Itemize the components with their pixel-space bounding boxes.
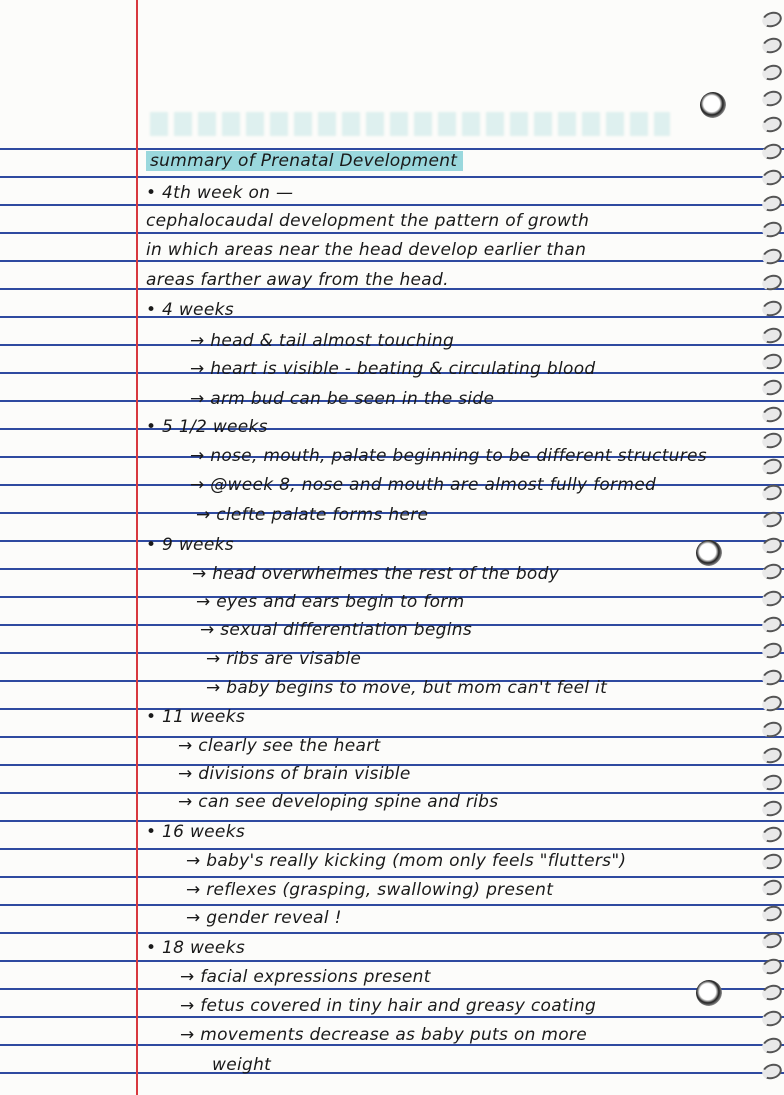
sub-item: → facial expressions present — [180, 967, 431, 987]
bullet-5-half-weeks: • 5 1/2 weeks — [146, 417, 268, 437]
sub-item: → baby begins to move, but mom can't feel it — [206, 678, 608, 698]
spiral-coil — [760, 141, 784, 161]
bullet-16-weeks: • 16 weeks — [146, 822, 245, 842]
spiral-coil — [760, 825, 784, 845]
spiral-coil — [760, 903, 784, 923]
sub-item: → clearly see the heart — [178, 736, 381, 756]
spiral-coil — [760, 1009, 784, 1029]
spiral-coil — [760, 930, 784, 950]
sub-item: → reflexes (grasping, swallowing) present — [186, 880, 554, 900]
spiral-coil — [760, 798, 784, 818]
bullet-18-weeks: • 18 weeks — [146, 938, 245, 958]
spiral-coil — [760, 193, 784, 213]
punch-hole — [696, 980, 722, 1006]
bullet-4th-week: • 4th week on — — [146, 183, 294, 203]
text-line: weight — [212, 1055, 272, 1075]
spiral-coil — [760, 614, 784, 634]
spiral-coil — [760, 956, 784, 976]
spiral-coil — [760, 351, 784, 371]
notes-title — [146, 151, 463, 171]
sub-item: → head overwhelmes the rest of the body — [192, 564, 560, 584]
sub-item: → gender reveal ! — [186, 908, 342, 928]
spiral-coil — [760, 562, 784, 582]
spiral-coil — [760, 719, 784, 739]
sub-item: → divisions of brain visible — [178, 764, 411, 784]
sub-item: → baby's really kicking (mom only feels "flutters") — [186, 851, 627, 871]
spiral-coil — [760, 772, 784, 792]
sub-item: → arm bud can be seen in the side — [190, 389, 495, 409]
spiral-coil — [760, 588, 784, 608]
spiral-coil — [760, 88, 784, 108]
spiral-coil — [760, 377, 784, 397]
spiral-coil — [760, 1061, 784, 1081]
sub-item: → @week 8, nose and mouth are almost fully formed — [190, 475, 657, 495]
spiral-coil — [760, 62, 784, 82]
spiral-coil — [760, 535, 784, 555]
sub-item: → heart is visible - beating & circulating blood — [190, 359, 596, 379]
margin-line — [136, 0, 138, 1095]
bleed-through-heading — [150, 112, 670, 136]
spiral-coil — [760, 483, 784, 503]
spiral-coil — [760, 404, 784, 424]
spiral-coil — [760, 877, 784, 897]
sub-item: → fetus covered in tiny hair and greasy coating — [180, 996, 597, 1016]
text-line: in which areas near the head develop earlier than — [146, 240, 587, 260]
sub-item: → ribs are visable — [206, 649, 362, 669]
bullet-11-weeks: • 11 weeks — [146, 707, 245, 727]
punch-hole — [696, 540, 722, 566]
spiral-coil — [760, 430, 784, 450]
spiral-binding — [762, 0, 784, 1095]
spiral-coil — [760, 667, 784, 687]
spiral-coil — [760, 246, 784, 266]
spiral-coil — [760, 114, 784, 134]
bullet-9-weeks: • 9 weeks — [146, 535, 234, 555]
spiral-coil — [760, 982, 784, 1002]
spiral-coil — [760, 36, 784, 56]
punch-hole — [700, 92, 726, 118]
spiral-coil — [760, 456, 784, 476]
sub-item: → clefte palate forms here — [196, 505, 429, 525]
sub-item: → movements decrease as baby puts on more — [180, 1025, 587, 1045]
text-line: areas farther away from the head. — [146, 270, 449, 290]
sub-item: → eyes and ears begin to form — [196, 592, 465, 612]
spiral-coil — [760, 746, 784, 766]
sub-item: → sexual differentiation begins — [200, 620, 472, 640]
spiral-coil — [760, 272, 784, 292]
sub-item: → nose, mouth, palate beginning to be different structures — [190, 446, 707, 466]
spiral-coil — [760, 325, 784, 345]
spiral-coil — [760, 299, 784, 319]
sub-item: → head & tail almost touching — [190, 331, 455, 351]
spiral-coil — [760, 509, 784, 529]
spiral-coil — [760, 220, 784, 240]
spiral-coil — [760, 851, 784, 871]
bullet-4-weeks: • 4 weeks — [146, 300, 234, 320]
spiral-coil — [760, 167, 784, 187]
spiral-coil — [760, 693, 784, 713]
spiral-coil — [760, 1035, 784, 1055]
title-highlight: summary of Prenatal Development — [146, 151, 463, 171]
text-line: cephalocaudal development the pattern of growth — [146, 211, 590, 231]
sub-item: → can see developing spine and ribs — [178, 792, 499, 812]
spiral-coil — [760, 9, 784, 29]
spiral-coil — [760, 640, 784, 660]
